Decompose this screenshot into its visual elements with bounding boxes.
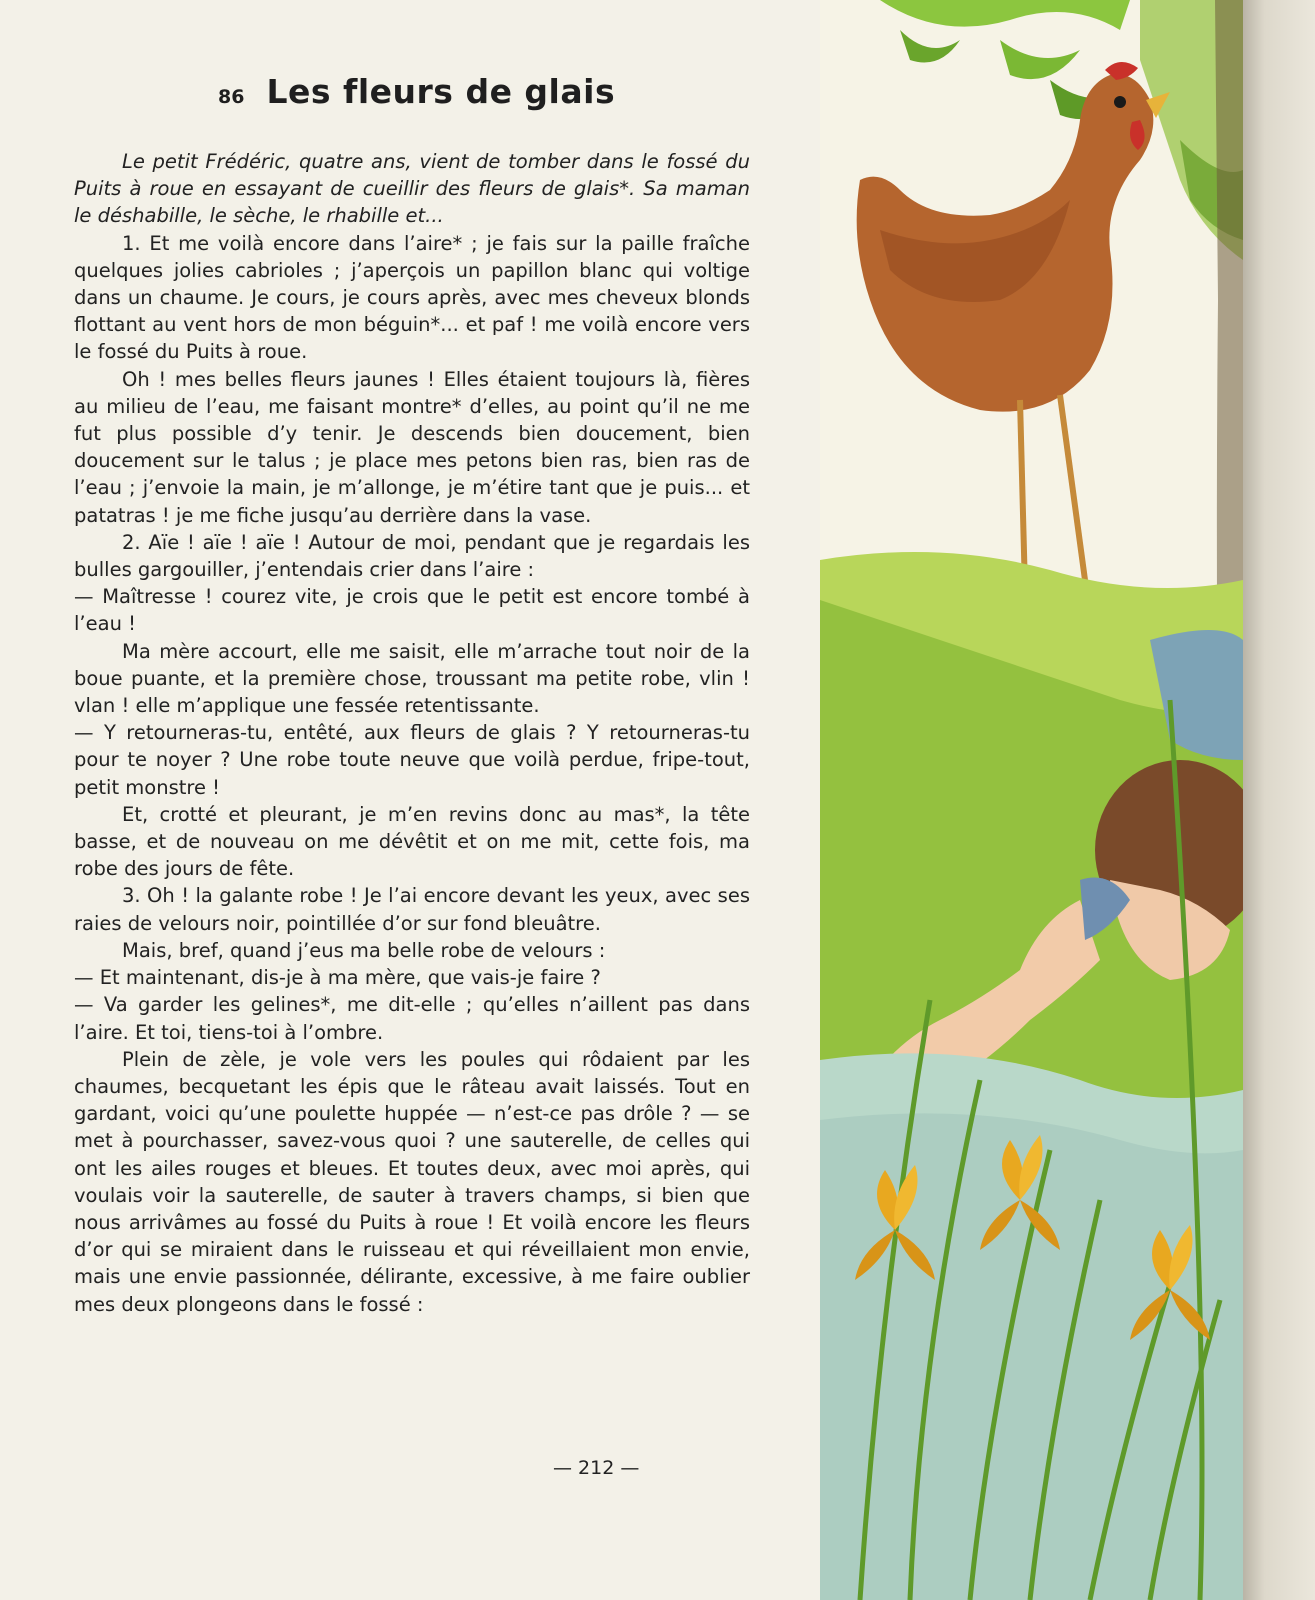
dialogue-line: — Va garder les gelines*, me dit-elle ; qu’elles n’aillent pas dans l’aire. Et toi, tiens-toi à l’ombre. [74,993,750,1044]
page-number: — 212 — [553,1457,640,1479]
illustration-art [820,0,1243,1600]
dialogue-line: — Y retourneras-tu, entêté, aux fleurs de glais ? Y retourneras-tu pour te noyer ? Une robe toute neuve que voilà perdue, fripe-tout, petit monstre ! [74,721,750,799]
paragraph: 2. Aïe ! aïe ! aïe ! Autour de moi, pendant que je regardais les bulles gargouiller, j’entendais crier dans l’aire : [74,530,750,582]
paragraph: 1. Et me voilà encore dans l’aire* ; je fais sur la paille fraîche quelques jolies cabrioles ; j’aperçois un papillon blanc qui voltige dans un chaume. Je cours, je cours après, avec mes cheveux blonds flottant au vent hors de mon béguin*... et paf ! me voilà encore vers le fossé du Puits à roue. [74,231,750,364]
paragraph: Ma mère accourt, elle me saisit, elle m’arrache tout noir de la boue puante, et la première chose, troussant ma petite robe, vlin ! vlan ! elle m’applique une fessée retentissante. [74,639,750,718]
dialogue-line: — Maîtresse ! courez vite, je crois que le petit est encore tombé à l’eau ! [74,585,750,636]
paragraph: Plein de zèle, je vole vers les poules qui rôdaient par les chaumes, becquetant les épis que le râteau avait laissés. Tout en gardant, voici qu’une poulette huppée — n’est-ce pas drôle ? — se met à pourchasser, savez-vous quoi ? une sauterelle, de celles qui ont les ailes rouges et bleues. Et toutes deux, avec moi après, qui voulais voir la sauterelle, de sauter à travers champs, si bien que nous arrivâmes au fossé du Puits à roue ! Et voilà encore les fleurs d’or qui se miraient dans le ruisseau et qui réveillaient mon envie, mais une envie passionnée, délirante, excessive, à me faire oublier mes deux plongeons dans le fossé : [74,1047,750,1316]
lesson-number: 86 [218,86,245,108]
intro-paragraph: Le petit Frédéric, quatre ans, vient de tomber dans le fossé du Puits à roue en essayant de cueillir des fleurs de glais*. Sa maman le déshabille, le sèche, le rhabille et... [74,150,750,228]
illustration [820,0,1243,1600]
paragraph: Mais, bref, quand j’eus ma belle robe de velours : [122,938,606,962]
reading-text [74,148,750,1318]
paragraph: Oh ! mes belles fleurs jaunes ! Elles étaient toujours là, fières au milieu de l’eau, me faisant montre* d’elles, au point qu’il ne me fut plus possible d’y tenir. Je descends bien doucement, bien doucement sur le talus ; je place mes petons bien ras, bien ras de l’eau ; j’envoie la main, je m’allonge, je m’étire tant que je puis... et patatras ! je me fiche jusqu’au derrière dans la vase. [74,367,750,527]
page-title: Les fleurs de glais [266,72,616,111]
dialogue-line: — Et maintenant, dis-je à ma mère, que vais-je faire ? [74,966,601,990]
lesson-header [218,72,615,122]
book-gutter [1243,0,1315,1600]
paragraph: Et, crotté et pleurant, je m’en revins donc au mas*, la tête basse, et de nouveau on me dévêtit et on me mit, cette fois, ma robe des jours de fête. [74,802,750,881]
paragraph: 3. Oh ! la galante robe ! Je l’ai encore devant les yeux, avec ses raies de velours noir, pointillée d’or sur fond bleuâtre. [74,884,750,935]
